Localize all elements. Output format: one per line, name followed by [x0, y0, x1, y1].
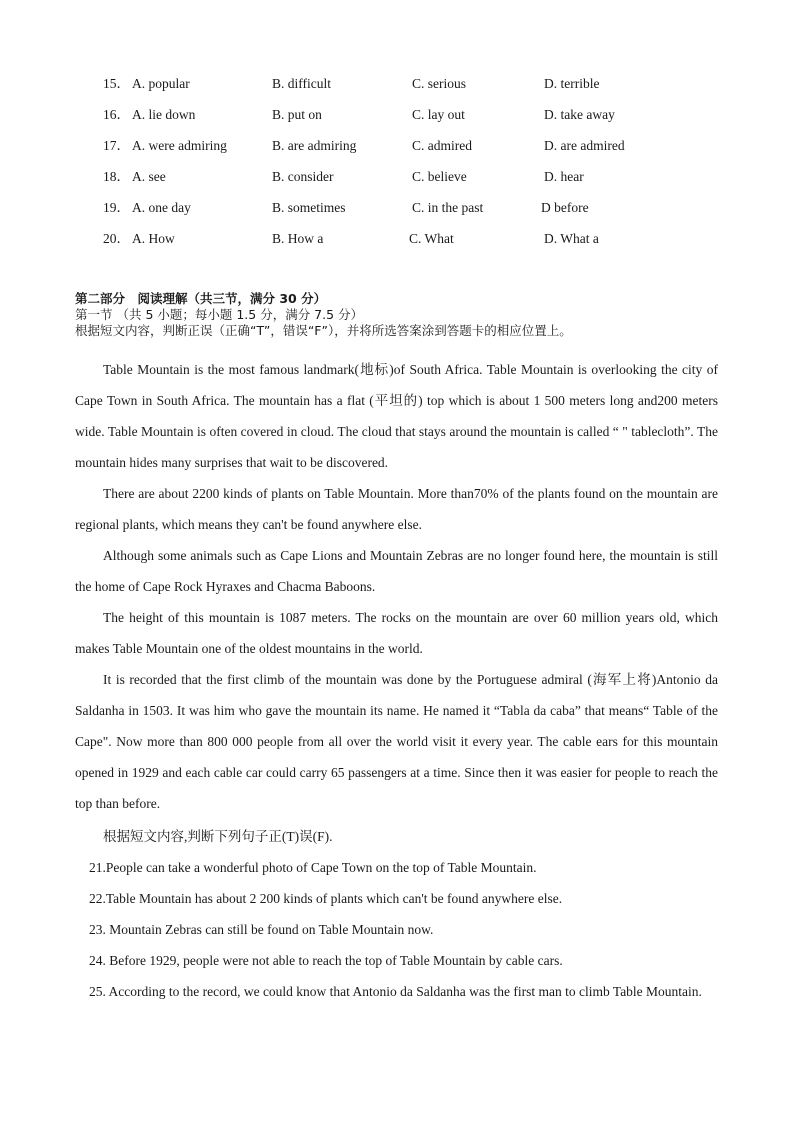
option-b: B. How a [272, 231, 324, 246]
option-a: A. lie down [132, 107, 196, 122]
option-d: D. terrible [544, 76, 600, 91]
option-c: C. believe [412, 169, 467, 184]
mc-question-17 [0, 136, 794, 156]
passage-paragraph: The height of this mountain is 1087 meters. The rocks on the mountain are over 60 million years old, which makes Table Mountain one of the oldest mountains in the world. [75, 610, 718, 656]
option-a: A. How [132, 231, 175, 246]
tf-instruction: 根据短文内容,判断下列句子正(T)误(F). [103, 829, 333, 844]
option-a: A. one day [132, 200, 191, 215]
passage-paragraph: Although some animals such as Cape Lions and Mountain Zebras are no longer found here, the mountain is still the home of Cape Rock Hyraxes and Chacma Baboons. [75, 548, 718, 594]
section-header [75, 291, 775, 339]
statement-21: 21.People can take a wonderful photo of Cape Town on the top of Table Mountain. [89, 860, 537, 875]
option-c: C. lay out [412, 107, 465, 122]
option-b: B. sometimes [272, 200, 346, 215]
option-a: A. were admiring [132, 138, 227, 153]
option-b: B. put on [272, 107, 322, 122]
option-c: C. serious [412, 76, 466, 91]
section-instruction: 根据短文内容，判断正误（正确“T”，错误“F”），并将所选答案涂到答题卡的相应位置上。 [75, 323, 572, 338]
part-title: 第二部分 阅读理解（共三节，满分 30 分） [75, 291, 327, 306]
question-number: 19． [103, 200, 130, 215]
option-b: B. are admiring [272, 138, 357, 153]
question-number: 18． [103, 169, 130, 184]
passage-paragraph: There are about 2200 kinds of plants on Table Mountain. More than70% of the plants found on the mountain are regional plants, which means they can't be found anywhere else. [75, 486, 718, 532]
option-d: D before [541, 200, 589, 215]
statement-23: 23. Mountain Zebras can still be found on Table Mountain now. [89, 922, 434, 937]
statement-24: 24. Before 1929, people were not able to reach the top of Table Mountain by cable cars. [89, 953, 563, 968]
statement-25: 25. According to the record, we could know that Antonio da Saldanha was the first man to climb Table Mountain. [89, 984, 702, 999]
question-number: 15． [103, 76, 130, 91]
option-a: A. see [132, 169, 166, 184]
mc-question-18 [0, 167, 794, 187]
option-d: D. What a [544, 231, 599, 246]
option-d: D. hear [544, 169, 584, 184]
question-number: 20． [103, 231, 130, 246]
tf-statements [89, 852, 719, 1007]
mc-question-16 [0, 105, 794, 125]
question-number: 17． [103, 138, 130, 153]
question-number: 16． [103, 107, 130, 122]
mc-question-19 [0, 198, 794, 218]
reading-passage [75, 354, 718, 819]
option-d: D. are admired [544, 138, 625, 153]
passage-paragraph: Table Mountain is the most famous landmark(地标)of South Africa. Table Mountain is overlooking the city of Cape Town in South Africa. The mountain has a flat (平坦的) top which is about 1 500 meters long and200 meters wide. Table Mountain is often covered in cloud. The cloud that stays around the mountain is called “ " tablecloth”. The mountain hides many surprises that wait to be discovered. [75, 362, 718, 470]
option-a: A. popular [132, 76, 190, 91]
option-b: B. consider [272, 169, 334, 184]
passage-paragraph: It is recorded that the first climb of the mountain was done by the Portuguese admiral (海军上将)Antonio da Saldanha in 1503. It was him who gave the mountain its name. He named it “Tabla da caba” that means“ Table of the Cape". Now more than 800 000 people from all over the world visit it every year. The cable ears for this mountain opened in 1929 and each cable car could carry 65 passengers at a time. Since then it was easier for people to reach the top than before. [75, 672, 718, 811]
option-c: C. admired [412, 138, 472, 153]
option-c: C. in the past [412, 200, 484, 215]
option-b: B. difficult [272, 76, 331, 91]
mc-question-20 [0, 229, 794, 249]
option-c: C. What [409, 231, 454, 246]
sub-title: 第一节 （共 5 小题；每小题 1.5 分，满分 7.5 分） [75, 307, 364, 322]
statement-22: 22.Table Mountain has about 2 200 kinds of plants which can't be found anywhere else. [89, 891, 563, 906]
option-d: D. take away [544, 107, 615, 122]
mc-question-15 [0, 74, 794, 94]
